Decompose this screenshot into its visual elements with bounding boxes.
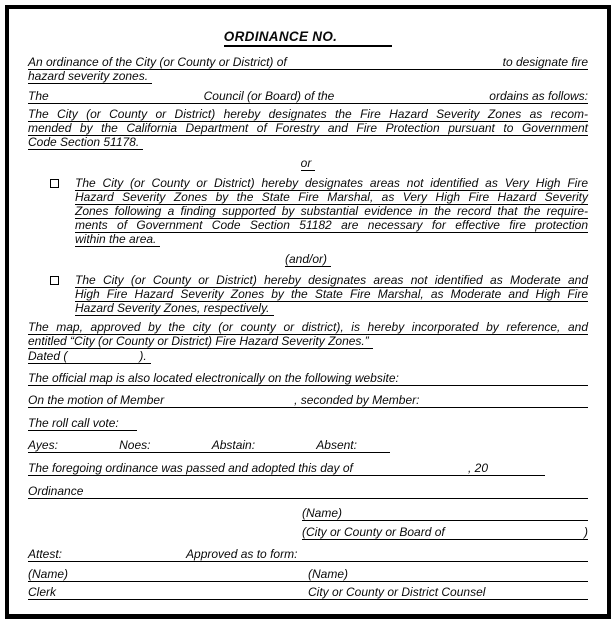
clerk-name-label: (Name) bbox=[28, 567, 69, 581]
roll-call-label: The roll call vote: bbox=[28, 417, 137, 431]
adoption-line bbox=[28, 462, 545, 476]
clerk-counsel-line bbox=[28, 586, 588, 600]
or-separator: or bbox=[301, 157, 316, 171]
or-separator-row bbox=[28, 157, 588, 171]
vh-line-2: Hazard Severity Zones by the State Fire Marshal, as Very High Fire Hazard Severity bbox=[75, 190, 588, 204]
andor-separator-row bbox=[28, 253, 588, 267]
mh-line-3 bbox=[75, 302, 588, 317]
mh-line-2: High Fire Hazard Severity Zones by the State Fire Marshal, as Moderate and High Fire bbox=[75, 287, 588, 301]
title-underline bbox=[224, 29, 392, 47]
ordains-follows: ordains as follows: bbox=[489, 89, 589, 103]
map-text-2: entitled “City (or County or District) Fire Hazard Severity Zones.” bbox=[28, 335, 373, 349]
adoption-year-prefix: , 20 bbox=[467, 461, 488, 475]
intro-text-2: hazard severity zones. bbox=[28, 70, 152, 84]
vh-line-4: ments of Government Code Section 51182 are necessary for effective fire protection bbox=[75, 218, 588, 232]
mh-text-3: Hazard Severity Zones, respectively. bbox=[75, 302, 274, 316]
signature-name-line bbox=[302, 507, 588, 521]
adoption-left: The foregoing ordinance was passed and adopted this day of bbox=[28, 461, 353, 475]
motion-line bbox=[28, 394, 588, 408]
checkbox-moderate-high-icon[interactable] bbox=[50, 276, 59, 285]
option-moderate-high bbox=[28, 274, 588, 317]
option-very-high bbox=[28, 177, 588, 248]
ordains-council: Council (or Board) of the bbox=[203, 89, 335, 103]
attest-line bbox=[28, 548, 588, 562]
intro-line-1 bbox=[28, 56, 588, 70]
map-line-1: The map, approved by the city (or county or district), is hereby incorporated by reference, and bbox=[28, 320, 588, 334]
ordains-the: The bbox=[28, 89, 49, 103]
website-label: The official map is also located electronically on the following website: bbox=[28, 371, 399, 385]
option-moderate-high-text bbox=[75, 274, 588, 317]
clerk-title-label: Clerk bbox=[28, 585, 57, 599]
counsel-name-label: (Name) bbox=[308, 567, 349, 581]
option-very-high-text bbox=[75, 177, 588, 248]
website-line bbox=[28, 372, 588, 386]
mh-line-1: The City (or County or District) hereby designates areas not identified as Moderate and bbox=[75, 273, 588, 287]
ordinance-document-page bbox=[5, 5, 611, 619]
ayes-label: Ayes: bbox=[28, 438, 58, 452]
page-title: ORDINANCE NO. bbox=[223, 29, 338, 44]
designation-paragraph bbox=[28, 108, 588, 151]
vh-line-1: The City (or County or District) hereby designates areas not identified as Very High Fire bbox=[75, 176, 588, 190]
board-prefix: (City or County or Board of bbox=[302, 525, 445, 539]
dated-suffix: ). bbox=[139, 349, 147, 363]
intro-text-left: An ordinance of the City (or County or District) of bbox=[28, 55, 287, 69]
designation-line-3 bbox=[28, 136, 588, 151]
names-line bbox=[28, 568, 588, 582]
counsel-title-label: City or County or District Counsel bbox=[308, 585, 486, 599]
absent-label: Absent: bbox=[316, 438, 357, 452]
attest-label: Attest: bbox=[28, 547, 63, 561]
vh-line-3: Zones following a finding supported by substantial evidence in the record that the require- bbox=[75, 204, 588, 218]
dated-underline bbox=[28, 350, 151, 364]
vh-line-5 bbox=[75, 233, 588, 248]
designation-line-2: mended by the California Department of Forestry and Fire Protection pursuant to Government bbox=[28, 121, 588, 135]
designation-text-3: Code Section 51178. bbox=[28, 136, 143, 150]
intro-line-2 bbox=[28, 70, 588, 85]
noes-label: Noes: bbox=[119, 438, 151, 452]
dated-line bbox=[28, 350, 588, 365]
board-suffix: ) bbox=[584, 525, 588, 539]
ordinance-number-line bbox=[28, 485, 588, 499]
motion-left: On the motion of Member bbox=[28, 393, 165, 407]
map-paragraph bbox=[28, 321, 588, 365]
intro-paragraph bbox=[28, 56, 588, 85]
andor-separator: (and/or) bbox=[285, 253, 331, 267]
title-row bbox=[28, 29, 588, 47]
vh-text-5: within the area. bbox=[75, 233, 160, 247]
abstain-label: Abstain: bbox=[211, 438, 256, 452]
approved-label: Approved as to form: bbox=[186, 547, 298, 561]
ordains-line bbox=[28, 90, 588, 104]
dated-prefix: Dated ( bbox=[28, 349, 68, 363]
signature-name-label: (Name) bbox=[302, 506, 343, 520]
designation-line-1: The City (or County or District) hereby designates the Fire Hazard Severity Zones as recom- bbox=[28, 107, 588, 121]
motion-right: , seconded by Member: bbox=[294, 393, 420, 407]
roll-call-votes-row bbox=[28, 439, 390, 453]
signature-board-line bbox=[302, 526, 588, 540]
checkbox-very-high-icon[interactable] bbox=[50, 179, 59, 188]
roll-call-label-row bbox=[28, 417, 588, 432]
ordinance-label: Ordinance bbox=[28, 484, 84, 498]
map-line-2 bbox=[28, 335, 588, 350]
intro-text-right: to designate fire bbox=[502, 55, 588, 69]
